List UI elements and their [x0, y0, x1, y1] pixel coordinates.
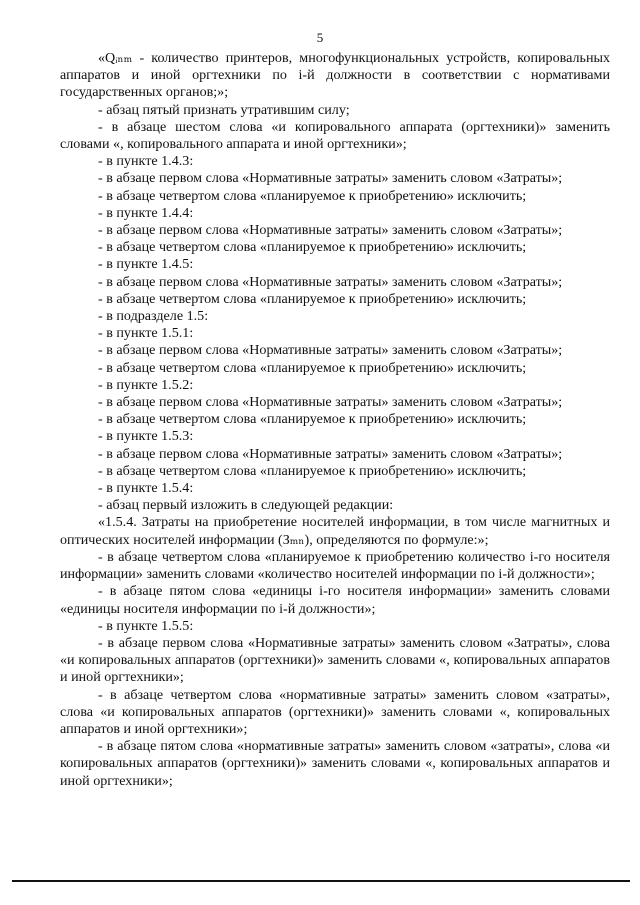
paragraph: «1.5.4. Затраты на приобретение носителей информации, в том числе магнитных и оптических носителей информации (Зₘₙ), определяются по формуле:»;	[60, 514, 610, 548]
paragraph: - в абзаце первом слова «Нормативные затраты» заменить словом «Затраты»;	[98, 394, 563, 411]
paragraph: - в подразделе 1.5:	[98, 308, 209, 325]
paragraph: - в пункте 1.4.4:	[98, 204, 194, 221]
paragraph: «Qᵢₙₘ - количество принтеров, многофункциональных устройств, копировальных аппаратов и иной оргтехники по i-й должности в соответствии с нормативами государственных органов;»;	[60, 50, 610, 101]
paragraph: - в абзаце первом слова «Нормативные затраты» заменить словом «Затраты»;	[98, 342, 563, 359]
paragraph: - в абзаце шестом слова «и копировального аппарата (оргтехники)» заменить словами «, копировального аппарата и иной оргтехники»;	[60, 118, 610, 153]
paragraph: - в абзаце четвертом слова «планируемое к приобретению» исключить;	[98, 187, 527, 204]
paragraph: - в абзаце четвертом слова «планируемое к приобретению количество i-го носителя информации» заменить словами «количество носителей информации по i-й должности»;	[60, 548, 610, 583]
paragraph: - в пункте 1.4.3:	[98, 153, 194, 170]
paragraph: - в пункте 1.5.1:	[98, 325, 194, 342]
paragraph: - в абзаце пятом слова «единицы i-го носителя информации» заменить словами «единицы носителя информации по i-й должности»;	[60, 583, 610, 617]
paragraph: - в абзаце четвертом слова «планируемое к приобретению» исключить;	[98, 462, 527, 479]
paragraph: - в пункте 1.5.5:	[98, 617, 194, 634]
paragraph: - в абзаце четвертом слова «планируемое к приобретению» исключить;	[98, 411, 527, 428]
paragraph: - в абзаце четвертом слова «нормативные затраты» заменить словом «затраты», слова «и копировальных аппаратов (оргтехники)» заменить словами «, копировальных аппаратов и иной оргтехники»;	[60, 686, 610, 737]
page-number: 5	[316, 30, 324, 45]
bottom-rule	[12, 880, 630, 882]
paragraph: - в абзаце первом слова «Нормативные затраты» заменить словом «Затраты»;	[98, 222, 563, 239]
paragraph: - в пункте 1.5.4:	[98, 480, 194, 497]
paragraph: - в пункте 1.5.3:	[98, 428, 194, 445]
paragraph: - в абзаце четвертом слова «планируемое к приобретению» исключить;	[98, 359, 527, 376]
paragraph: - абзац пятый признать утратившим силу;	[98, 101, 350, 118]
paragraph: - в абзаце первом слова «Нормативные затраты» заменить словом «Затраты»;	[98, 445, 563, 462]
paragraph: - в абзаце четвертом слова «планируемое к приобретению» исключить;	[98, 239, 527, 256]
paragraph: - абзац первый изложить в следующей редакции:	[98, 497, 394, 514]
paragraph: - в пункте 1.4.5:	[98, 256, 194, 273]
paragraph: - в пункте 1.5.2:	[98, 376, 194, 393]
paragraph: - в абзаце первом слова «Нормативные затраты» заменить словом «Затраты»;	[98, 273, 563, 290]
paragraph: - в абзаце пятом слова «нормативные затраты» заменить словом «затраты», слова «и копировальных аппаратов (оргтехники)» заменить словами «, копировальных аппаратов и иной оргтехники»;	[60, 738, 610, 789]
document-body	[60, 50, 610, 790]
paragraph: - в абзаце первом слова «Нормативные затраты» заменить словом «Затраты»;	[98, 170, 563, 187]
paragraph: - в абзаце первом слова «Нормативные затраты» заменить словом «Затраты», слова «и копировальных аппаратов (оргтехники)» заменить словами «, копировальных аппаратов и иной оргтехники»;	[60, 634, 610, 686]
paragraph: - в абзаце четвертом слова «планируемое к приобретению» исключить;	[98, 290, 527, 307]
